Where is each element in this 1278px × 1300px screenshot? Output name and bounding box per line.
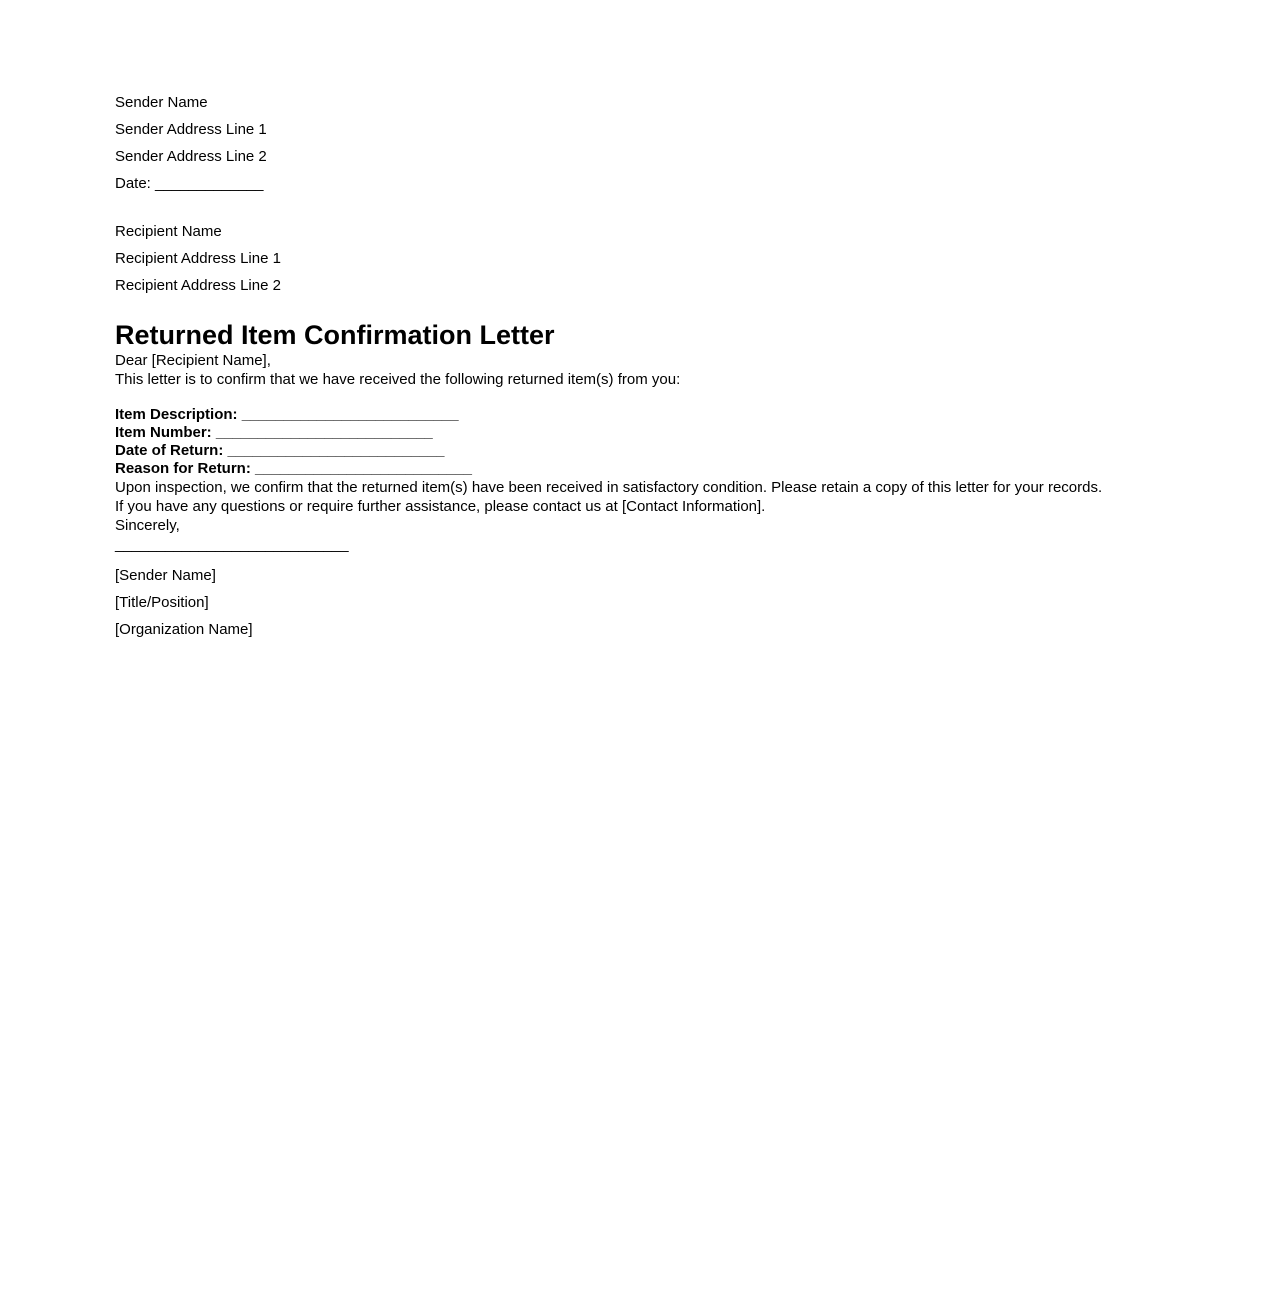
recipient-block	[115, 218, 1135, 299]
field-item-description	[115, 406, 1135, 424]
recipient-name: Recipient Name	[115, 223, 222, 240]
field-item-number	[115, 424, 1135, 442]
field-item-number-blank: __________________________	[215, 424, 433, 441]
field-item-number-label: Item Number:	[115, 424, 212, 441]
field-date-of-return-label: Date of Return:	[115, 442, 224, 459]
field-reason-for-return-label: Reason for Return:	[115, 460, 251, 477]
signature-organization-name: [Organization Name]	[115, 621, 253, 638]
contact-paragraph: If you have any questions or require further assistance, please contact us at [Contact Information].	[115, 498, 766, 515]
date-blank-line: _____________	[155, 175, 264, 192]
recipient-address-line-2: Recipient Address Line 2	[115, 277, 281, 294]
sender-address-line-1: Sender Address Line 1	[115, 121, 267, 138]
sender-address-line-2: Sender Address Line 2	[115, 148, 267, 165]
signature-title-position: [Title/Position]	[115, 594, 209, 611]
field-date-of-return	[115, 442, 1135, 460]
field-item-description-blank: __________________________	[241, 406, 459, 423]
recipient-address-line-1: Recipient Address Line 1	[115, 250, 281, 267]
salutation: Dear [Recipient Name],	[115, 352, 271, 369]
closing: Sincerely,	[115, 517, 180, 534]
field-reason-for-return	[115, 460, 1135, 478]
date-line	[115, 170, 1135, 197]
field-reason-for-return-blank: __________________________	[255, 460, 472, 477]
signature-block	[115, 562, 1135, 643]
return-item-fields	[115, 406, 1135, 478]
letter-title: Returned Item Confirmation Letter	[115, 320, 555, 350]
field-item-description-label: Item Description:	[115, 406, 238, 423]
sender-block	[115, 89, 1135, 197]
signature-blank-line: ____________________________	[115, 536, 349, 553]
inspection-paragraph: Upon inspection, we confirm that the returned item(s) have been received in satisfactory condition. Please retain a copy of this letter for your records.	[115, 479, 1103, 496]
date-label: Date:	[115, 175, 151, 192]
field-date-of-return-blank: __________________________	[227, 442, 445, 459]
intro-paragraph: This letter is to confirm that we have received the following returned item(s) from you:	[115, 371, 681, 388]
sender-name: Sender Name	[115, 94, 208, 111]
signature-sender-name: [Sender Name]	[115, 567, 216, 584]
